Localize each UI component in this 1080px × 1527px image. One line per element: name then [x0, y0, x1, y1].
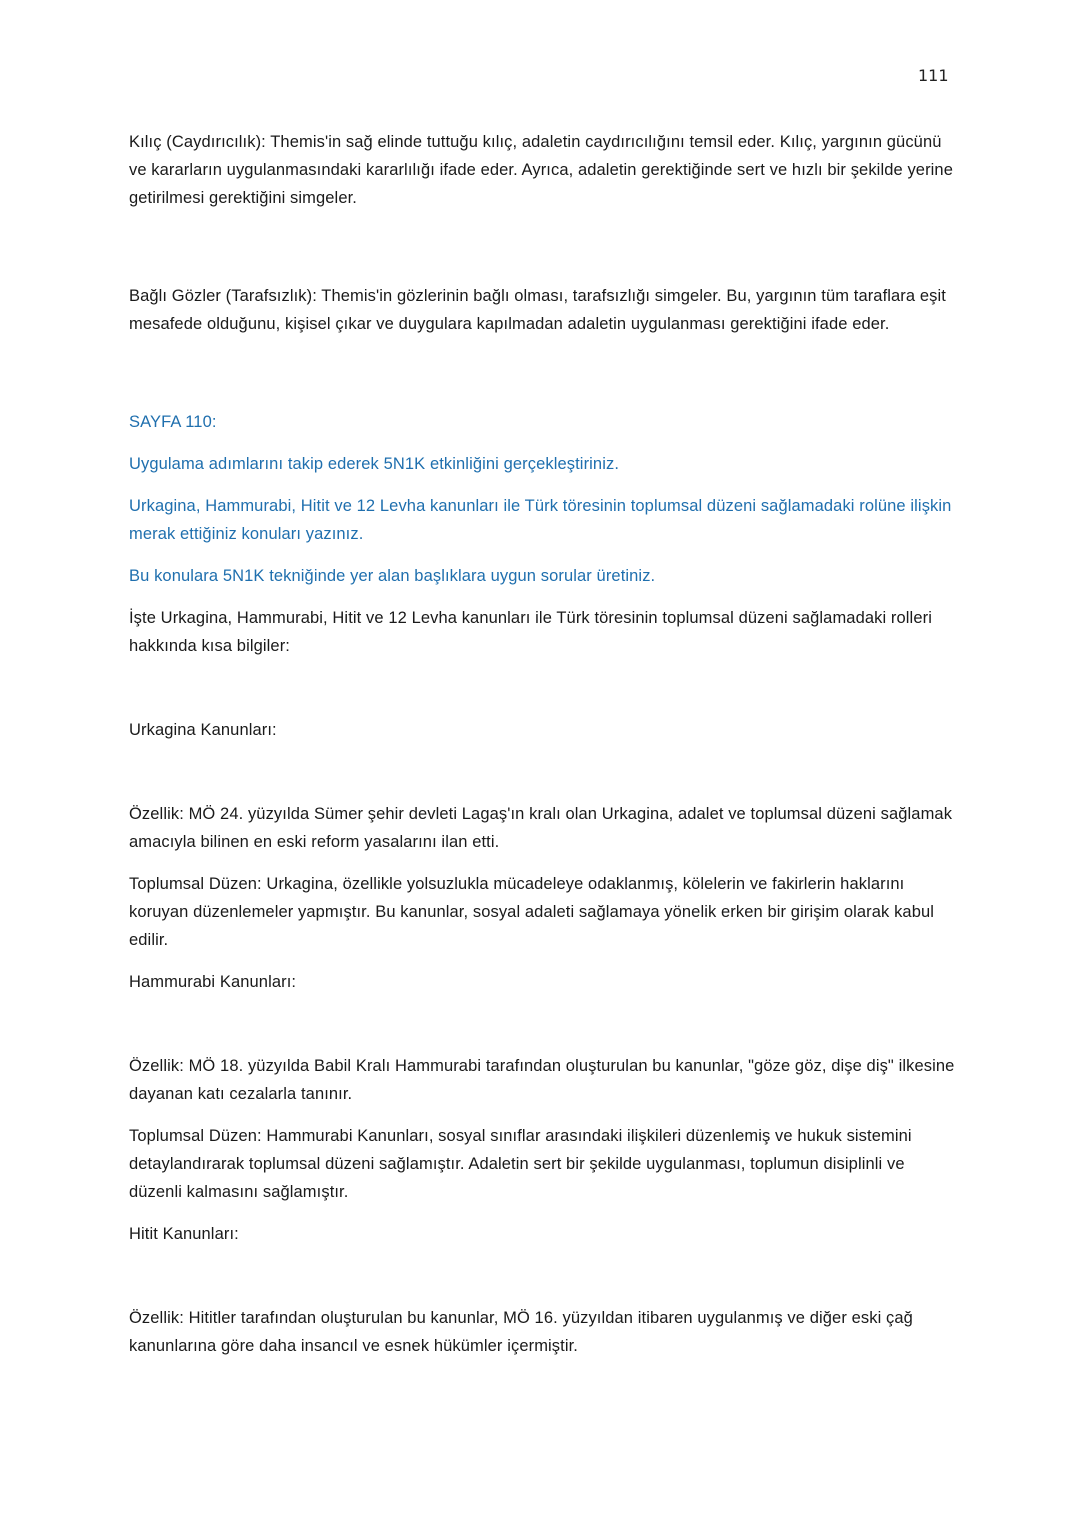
urkagina-toplumsal-duzen: Toplumsal Düzen: Urkagina, özellikle yolsuzlukla mücadeleye odaklanmış, kölelerin ve fakirlerin haklarını koruyan düzenlemeler yapmıştır. Bu kanunlar, sosyal adaleti sağlamaya yönelik erken bir girişim olarak kabul edilir.: [129, 875, 935, 949]
heading-hammurabi: Hammurabi Kanunları:: [129, 973, 297, 991]
urkagina-ozellik: Özellik: MÖ 24. yüzyılda Sümer şehir devleti Lagaş'ın kralı olan Urkagina, adalet ve toplumsal düzeni sağlamak amacıyla bilinen en eski reform yasalarını ilan etti.: [129, 805, 953, 851]
instruction-uygulama: Uygulama adımlarını takip ederek 5N1K etkinliğini gerçekleştiriniz.: [129, 455, 620, 473]
heading-hitit: Hitit Kanunları:: [129, 1225, 239, 1243]
document-body: [129, 128, 959, 1360]
hitit-ozellik: Özellik: Hititler tarafından oluşturulan bu kanunlar, MÖ 16. yüzyıldan itibaren uygulanmış ve diğer eski çağ kanunlarına göre daha insancıl ve esnek hükümler içermiştir.: [129, 1309, 913, 1355]
section-label-sayfa: SAYFA 110:: [129, 413, 217, 431]
hammurabi-toplumsal-duzen: Toplumsal Düzen: Hammurabi Kanunları, sosyal sınıflar arasındaki ilişkileri düzenlemiş ve hukuk sistemini detaylandırarak toplumsal düzeni sağlamıştır. Adaletin sert bir şekilde uygulanması, toplumun disiplinli ve düzenli kalmasını sağlamıştır.: [129, 1127, 912, 1201]
page-number: 111: [918, 66, 949, 85]
hammurabi-ozellik: Özellik: MÖ 18. yüzyılda Babil Kralı Hammurabi tarafından oluşturulan bu kanunlar, "göze göz, dişe diş" ilkesine dayanan katı cezalarla tanınır.: [129, 1057, 955, 1103]
paragraph-kilic: Kılıç (Caydırıcılık): Themis'in sağ elinde tuttuğu kılıç, adaletin caydırıcılığını temsil eder. Kılıç, yargının gücünü ve kararların uygulanmasındaki kararlılığı ifade eder. Ayrıca, adaletin gerektiğinde sert ve hızlı bir şekilde yerine getirilmesi gerektiğini simgeler.: [129, 133, 953, 207]
intro-paragraph: İşte Urkagina, Hammurabi, Hitit ve 12 Levha kanunları ile Türk töresinin toplumsal düzeni sağlamadaki rolleri hakkında kısa bilgiler:: [129, 609, 932, 655]
heading-urkagina: Urkagina Kanunları:: [129, 721, 277, 739]
paragraph-bagli-gozler: Bağlı Gözler (Tarafsızlık): Themis'in gözlerinin bağlı olması, tarafsızlığı simgeler. Bu, yargının tüm taraflara eşit mesafede olduğunu, kişisel çıkar ve duygulara kapılmadan adaletin uygulanması gerektiğini ifade eder.: [129, 287, 946, 333]
instruction-sorular: Bu konulara 5N1K tekniğinde yer alan başlıklara uygun sorular üretiniz.: [129, 567, 656, 585]
instruction-merak: Urkagina, Hammurabi, Hitit ve 12 Levha kanunları ile Türk töresinin toplumsal düzeni sağlamadaki rolüne ilişkin merak ettiğiniz konuları yazınız.: [129, 497, 952, 543]
